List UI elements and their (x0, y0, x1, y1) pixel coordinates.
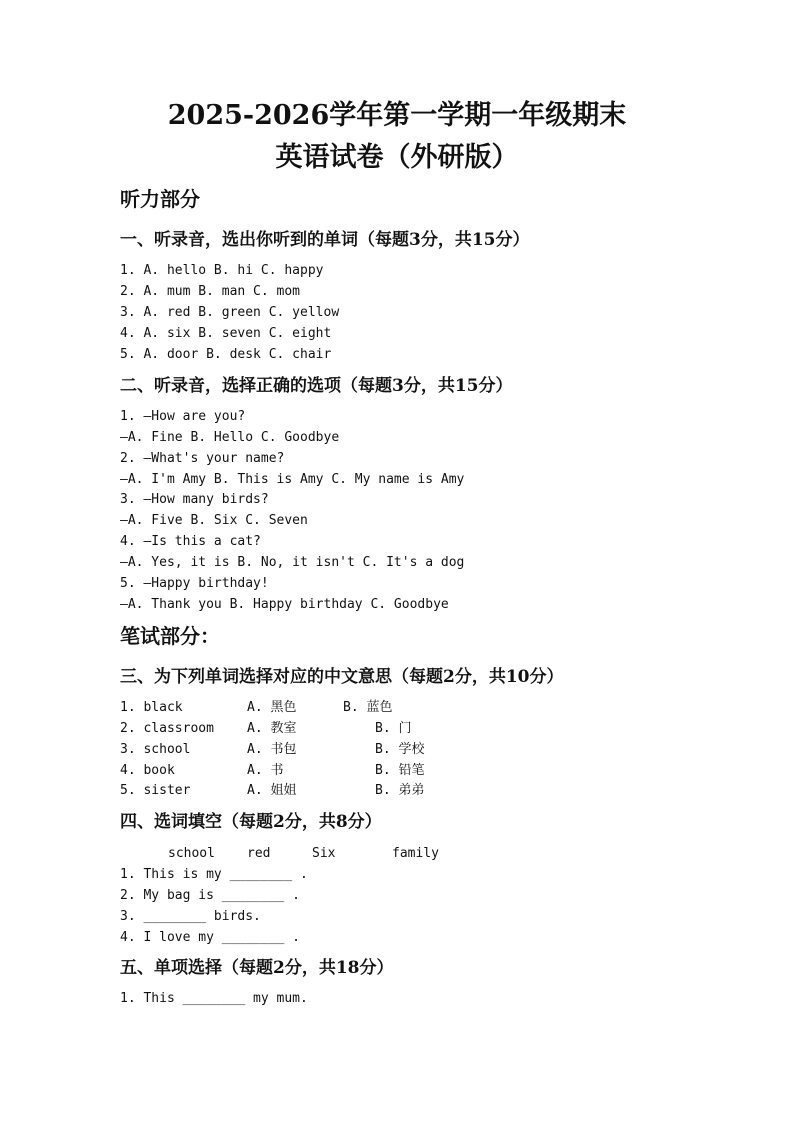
vocab-word: 5. sister (120, 783, 191, 798)
section-1-heading: 一、听录音，选出你听到的单词（每题3分，共15分） (120, 230, 530, 250)
fill-blank-line: 2. My bag is ________ . (120, 888, 301, 903)
exam-title-line-1: 2025-2026学年第一学期一年级期末 (167, 100, 627, 131)
vocab-word: 4. book (120, 763, 175, 778)
section-5-heading: 五、单项选择（每题2分，共18分） (120, 958, 394, 978)
section-2-heading: 二、听录音，选择正确的选项（每题3分，共15分） (120, 376, 513, 396)
question-line: 2. —What's your name? (120, 451, 285, 466)
question-line: 2. A. mum B. man C. mom (120, 284, 301, 299)
listening-part-heading: 听力部分 (120, 187, 200, 211)
written-part-heading: 笔试部分： (120, 624, 220, 648)
vocab-word: 1. black (120, 700, 183, 715)
vocab-option-b: B. 学校 (375, 742, 425, 757)
section-3-heading: 三、为下列单词选择对应的中文意思（每题2分，共10分） (120, 667, 564, 687)
vocab-option-b: B. 门 (375, 721, 412, 736)
vocab-option-a: A. 书包 (247, 742, 297, 757)
vocab-option-b: B. 蓝色 (343, 700, 393, 715)
question-line: 1. —How are you? (120, 409, 246, 424)
question-line: 5. A. door B. desk C. chair (120, 347, 332, 362)
vocab-word: 2. classroom (120, 721, 214, 736)
fill-blank-line: 3. ________ birds. (120, 909, 261, 924)
answer-options-line: —A. Thank you B. Happy birthday C. Goodbye (120, 597, 449, 612)
answer-options-line: —A. I'm Amy B. This is Amy C. My name is Amy (120, 472, 465, 487)
question-line: 5. —Happy birthday! (120, 576, 269, 591)
question-line: 4. A. six B. seven C. eight (120, 326, 332, 341)
vocab-word: 3. school (120, 742, 191, 757)
answer-options-line: —A. Yes, it is B. No, it isn't C. It's a dog (120, 555, 465, 570)
word-bank-item: red (247, 846, 271, 861)
vocab-option-b: B. 铅笔 (375, 763, 425, 778)
choice-question-line: 1. This ________ my mum. (120, 991, 308, 1006)
word-bank-item: Six (312, 846, 336, 861)
vocab-option-a: A. 黑色 (247, 700, 297, 715)
fill-blank-line: 1. This is my ________ . (120, 867, 308, 882)
answer-options-line: —A. Five B. Six C. Seven (120, 513, 308, 528)
question-line: 1. A. hello B. hi C. happy (120, 263, 324, 278)
word-bank-item: family (392, 846, 439, 861)
fill-blank-line: 4. I love my ________ . (120, 930, 301, 945)
section-4-heading: 四、选词填空（每题2分，共8分） (120, 812, 382, 832)
word-bank-item: school (168, 846, 215, 861)
vocab-option-a: A. 姐姐 (247, 783, 297, 798)
answer-options-line: —A. Fine B. Hello C. Goodbye (120, 430, 340, 445)
vocab-option-a: A. 教室 (247, 721, 297, 736)
question-line: 4. —Is this a cat? (120, 534, 261, 549)
question-line: 3. —How many birds? (120, 492, 269, 507)
exam-title-line-2: 英语试卷（外研版） (275, 142, 519, 173)
question-line: 3. A. red B. green C. yellow (120, 305, 340, 320)
vocab-option-b: B. 弟弟 (375, 783, 425, 798)
vocab-option-a: A. 书 (247, 763, 284, 778)
